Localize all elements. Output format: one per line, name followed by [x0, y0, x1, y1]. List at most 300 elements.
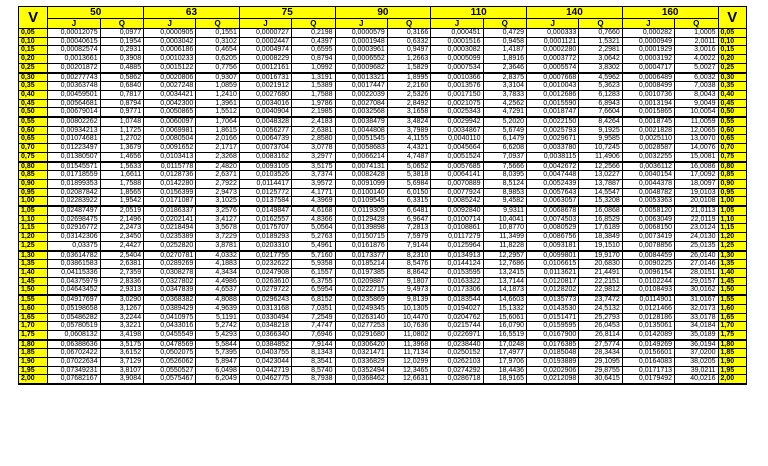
q-cell[interactable]: 7,9144 [292, 340, 336, 349]
j-cell[interactable]: 0,0203310 [239, 241, 291, 250]
q-cell[interactable]: 6,0498 [196, 366, 240, 375]
j-cell[interactable]: 0,0154557​1 [48, 162, 100, 171]
j-cell[interactable]: 0,0006489 [622, 73, 674, 82]
q-cell[interactable]: 0,9458 [483, 37, 527, 46]
q-cell[interactable]: 26,0453 [579, 322, 623, 331]
j-cell[interactable]: 0,0183544 [431, 295, 483, 304]
j-cell[interactable]: 0,0247908 [239, 268, 291, 277]
q-cell[interactable]: 4,6537 [196, 286, 240, 295]
q-cell[interactable]: 5,2020 [483, 117, 527, 126]
j-cell[interactable]: 0,0296243 [239, 295, 291, 304]
q-cell[interactable]: 4,9639 [196, 304, 240, 313]
q-cell[interactable]: 26,8114 [579, 330, 623, 339]
q-cell[interactable]: 2,6381 [100, 260, 144, 269]
j-cell[interactable]: 0,0330494 [239, 313, 291, 322]
j-cell[interactable]: 0,0608132 [48, 330, 100, 339]
q-cell[interactable]: 2,8492 [387, 99, 431, 108]
j-cell[interactable]: 0,0083162 [239, 152, 291, 161]
j-cell[interactable]: 0,0308278 [144, 268, 196, 277]
q-cell[interactable]: 4,0332 [196, 251, 240, 260]
q-cell[interactable]: 4,4321 [387, 144, 431, 153]
j-cell[interactable]: 0,0013661 [48, 55, 100, 64]
j-cell[interactable]: 0,0156601 [622, 349, 674, 358]
q-cell[interactable]: 3,8107 [100, 366, 144, 375]
velocity-cell-left[interactable]: 1,45 [19, 277, 48, 286]
q-cell[interactable]: 17,6189 [579, 224, 623, 233]
j-cell[interactable]: 0,0038115 [527, 152, 579, 161]
j-cell[interactable]: 0,0163322 [431, 277, 483, 286]
q-cell[interactable]: 3,7229 [196, 233, 240, 242]
q-cell[interactable]: 3,4198 [100, 330, 144, 339]
q-cell[interactable]: 24,5132 [579, 304, 623, 313]
j-cell[interactable]: 0,0478569 [144, 340, 196, 349]
velocity-cell-right[interactable]: 1,40 [718, 268, 746, 277]
j-cell[interactable]: 0,0077924 [431, 188, 483, 197]
j-cell[interactable]: 0,0167900 [527, 330, 579, 339]
j-cell[interactable]: 0,0139898 [335, 224, 387, 233]
velocity-cell-left[interactable]: 0,80 [19, 162, 48, 171]
q-cell[interactable]: 5,1191 [196, 313, 240, 322]
j-cell[interactable]: 0,0125772 [239, 188, 291, 197]
q-cell[interactable]: 19,9170 [579, 251, 623, 260]
j-cell[interactable]: 0,0047448 [527, 171, 579, 180]
q-cell[interactable]: 2,7922 [196, 179, 240, 188]
j-cell[interactable]: 0,0048782 [622, 188, 674, 197]
q-cell[interactable]: 11,7134 [387, 349, 431, 358]
q-cell[interactable]: 10,4470 [387, 313, 431, 322]
q-cell[interactable]: 36,0194 [675, 340, 719, 349]
q-cell[interactable]: 13,2415 [483, 268, 527, 277]
j-cell[interactable]: 0,0125964 [431, 241, 483, 250]
j-cell[interactable]: 0,0336829 [335, 358, 387, 367]
q-cell[interactable]: 9,4582 [483, 197, 527, 206]
j-cell[interactable]: 0,0007534 [431, 63, 483, 72]
q-cell[interactable]: 21,4491 [579, 268, 623, 277]
j-cell[interactable]: 0,0142089 [622, 330, 674, 339]
q-cell[interactable]: 2,8375 [483, 73, 527, 82]
j-cell[interactable]: 0,0106615 [527, 260, 579, 269]
q-cell[interactable]: 11,0059 [675, 117, 719, 126]
q-cell[interactable]: 5,4293 [196, 330, 240, 339]
q-cell[interactable]: 9,9585 [579, 135, 623, 144]
j-cell[interactable]: 0,000333 [527, 29, 579, 38]
j-cell[interactable]: 0,000282 [622, 29, 674, 38]
q-cell[interactable]: 6,1557 [292, 268, 336, 277]
q-cell[interactable]: 17,9706 [483, 358, 527, 367]
j-cell[interactable]: 0,0002280 [527, 46, 579, 55]
j-cell[interactable]: 0,0279722 [239, 286, 291, 295]
velocity-cell-right[interactable]: 1,00 [718, 197, 746, 206]
velocity-cell-left[interactable]: 0,55 [19, 117, 48, 126]
j-cell[interactable]: 0,0193889 [527, 358, 579, 367]
j-cell[interactable]: 0,0006186 [144, 46, 196, 55]
j-cell[interactable]: 0,0208784​2 [48, 188, 100, 197]
j-cell[interactable]: 0,0115778 [144, 162, 196, 171]
velocity-cell-right[interactable]: 1,60 [718, 304, 746, 313]
velocity-cell-left[interactable]: 0,40 [19, 90, 48, 99]
q-cell[interactable]: 7,0351 [292, 304, 336, 313]
j-cell[interactable]: 0,0389429 [144, 304, 196, 313]
j-cell[interactable]: 0,0048328 [239, 117, 291, 126]
velocity-cell-right[interactable]: 1,30 [718, 251, 746, 260]
j-cell[interactable]: 0,0005099 [431, 55, 483, 64]
q-cell[interactable]: 35,0189 [675, 330, 719, 339]
q-cell[interactable]: 1,1725 [100, 126, 144, 135]
j-cell[interactable]: 0,0215744 [431, 322, 483, 331]
j-cell[interactable]: 0,0052439 [527, 179, 579, 188]
velocity-cell-left[interactable]: 0,25 [19, 63, 48, 72]
velocity-cell-left[interactable]: 0,50 [19, 108, 48, 117]
q-cell[interactable]: 4,6168 [292, 206, 336, 215]
q-cell[interactable]: 33,0178 [675, 313, 719, 322]
q-cell[interactable]: 3,1025 [196, 197, 240, 206]
j-cell[interactable]: 0,0348218 [239, 322, 291, 331]
j-cell[interactable]: 0,0368462 [335, 375, 387, 384]
j-cell[interactable]: 0,0091652 [144, 144, 196, 153]
q-cell[interactable]: 2,7359 [100, 268, 144, 277]
q-cell[interactable]: 18,0097 [675, 179, 719, 188]
j-cell[interactable]: 0,0548628​2 [48, 313, 100, 322]
velocity-cell-left[interactable]: 0,45 [19, 99, 48, 108]
j-cell[interactable]: 0,0045950​1 [48, 90, 100, 99]
q-cell[interactable]: 32,0173 [675, 304, 719, 313]
q-cell[interactable]: 9,9311 [483, 206, 527, 215]
j-cell[interactable]: 0,0159595 [527, 322, 579, 331]
velocity-cell-left[interactable]: 0,70 [19, 144, 48, 153]
velocity-cell-right[interactable]: 0,20 [718, 55, 746, 64]
q-cell[interactable]: 20,6830 [579, 260, 623, 269]
j-cell[interactable]: 0,0235389 [144, 233, 196, 242]
velocity-cell-right[interactable]: 0,90 [718, 179, 746, 188]
j-cell[interactable]: 0,0084459 [622, 251, 674, 260]
q-cell[interactable]: 6,2049 [196, 375, 240, 384]
q-cell[interactable]: 39,0211 [675, 366, 719, 375]
velocity-cell-left[interactable]: 0,60 [19, 126, 48, 135]
velocity-cell-left[interactable]: 0,05 [19, 29, 48, 38]
q-cell[interactable]: 3,4127 [196, 215, 240, 224]
j-cell[interactable]: 0,000451 [431, 29, 483, 38]
j-cell[interactable]: 0,0000579 [335, 29, 387, 38]
j-cell[interactable]: 0,0327802 [144, 277, 196, 286]
q-cell[interactable]: 2,6371 [196, 171, 240, 180]
j-cell[interactable]: 0,0578051​9 [48, 322, 100, 331]
j-cell[interactable]: 0,0058683 [335, 144, 387, 153]
j-cell[interactable]: 0,0008499 [622, 82, 674, 91]
j-cell[interactable]: 0,0004717 [622, 63, 674, 72]
j-cell[interactable]: 0,0222715 [335, 286, 387, 295]
q-cell[interactable]: 8,5124 [483, 179, 527, 188]
j-cell[interactable]: 0,0228392​2 [48, 197, 100, 206]
j-cell[interactable]: 0,0197385 [335, 268, 387, 277]
q-cell[interactable]: 28,3434 [579, 349, 623, 358]
j-cell[interactable]: 0,0008229 [239, 55, 291, 64]
j-cell[interactable]: 0,0013576 [431, 82, 483, 91]
q-cell[interactable]: 8,5476 [387, 260, 431, 269]
j-cell[interactable]: 0,0001929 [622, 46, 674, 55]
j-cell[interactable]: 0,0053363 [622, 197, 674, 206]
j-cell[interactable]: 0,0270781 [144, 251, 196, 260]
q-cell[interactable]: 8,9853 [483, 188, 527, 197]
j-cell[interactable]: 0,0384852 [239, 340, 291, 349]
q-cell[interactable]: 10,8770 [483, 224, 527, 233]
j-cell[interactable]: 0,0036112 [622, 162, 674, 171]
velocity-cell-right[interactable]: 1,90 [718, 358, 746, 367]
q-cell[interactable]: 0,7756 [196, 63, 240, 72]
j-cell[interactable]: 0,0070889 [431, 179, 483, 188]
q-cell[interactable]: 12,6631 [387, 375, 431, 384]
j-cell[interactable]: 0,0262103 [431, 358, 483, 367]
j-cell[interactable]: 0,0103526 [239, 171, 291, 180]
q-cell[interactable]: 7,4747 [292, 322, 336, 331]
q-cell[interactable]: 5,0564 [292, 224, 336, 233]
q-cell[interactable]: 3,2576 [196, 206, 240, 215]
q-cell[interactable]: 0,6840 [100, 82, 144, 91]
j-cell[interactable]: 0,0027084 [335, 99, 387, 108]
q-cell[interactable]: 11,4906 [579, 152, 623, 161]
q-cell[interactable]: 14,0076 [675, 144, 719, 153]
q-cell[interactable]: 0,7817 [100, 90, 144, 99]
velocity-cell-right[interactable]: 2,00 [718, 375, 746, 384]
q-cell[interactable]: 7,6946 [292, 330, 336, 339]
j-cell[interactable]: 0,0117279 [431, 233, 483, 242]
velocity-cell-right[interactable]: 0,80 [718, 162, 746, 171]
q-cell[interactable]: 12,0299 [387, 358, 431, 367]
q-cell[interactable]: 5,5844 [196, 340, 240, 349]
q-cell[interactable]: 1,4656 [100, 152, 144, 161]
q-cell[interactable]: 7,5979 [387, 233, 431, 242]
j-cell[interactable]: 0,0091099 [335, 179, 387, 188]
q-cell[interactable]: 6,1479 [483, 135, 527, 144]
q-cell[interactable]: 19,1510 [579, 241, 623, 250]
q-cell[interactable]: 37,0200 [675, 349, 719, 358]
q-cell[interactable]: 1,4187 [483, 46, 527, 55]
q-cell[interactable]: 27,0146 [675, 260, 719, 269]
j-cell[interactable]: 0,0151471 [527, 313, 579, 322]
q-cell[interactable]: 1,7588 [100, 179, 144, 188]
q-cell[interactable]: 3,7374 [292, 171, 336, 180]
velocity-cell-right[interactable]: 0,70 [718, 144, 746, 153]
q-cell[interactable]: 0,6595 [292, 46, 336, 55]
q-cell[interactable]: 2,5326 [387, 90, 431, 99]
q-cell[interactable]: 4,3969 [292, 197, 336, 206]
velocity-cell-right[interactable]: 1,35 [718, 260, 746, 269]
j-cell[interactable]: 0,0013321 [335, 73, 387, 82]
q-cell[interactable]: 1,0859 [196, 82, 240, 91]
j-cell[interactable]: 0,0248749​7 [48, 206, 100, 215]
q-cell[interactable]: 4,0022 [675, 55, 719, 64]
q-cell[interactable]: 29,8755 [579, 366, 623, 375]
q-cell[interactable]: 3,8781 [196, 241, 240, 250]
j-cell[interactable]: 0,0080529 [527, 224, 579, 233]
j-cell[interactable]: 0,0028587 [622, 144, 674, 153]
j-cell[interactable]: 0,0135773 [527, 295, 579, 304]
q-cell[interactable]: 16,0868 [579, 206, 623, 215]
q-cell[interactable]: 6,0150 [387, 188, 431, 197]
j-cell[interactable]: 0,0109545 [335, 197, 387, 206]
q-cell[interactable]: 1,5321 [579, 37, 623, 46]
j-cell[interactable]: 0,0526062 [144, 358, 196, 367]
j-cell[interactable]: 0,0185048 [527, 349, 579, 358]
q-cell[interactable]: 10,7245 [579, 144, 623, 153]
velocity-cell-left[interactable]: 0,30 [19, 73, 48, 82]
q-cell[interactable]: 11,0802 [387, 330, 431, 339]
j-cell[interactable]: 0,0025110 [622, 135, 674, 144]
q-cell[interactable]: 1,5512 [196, 108, 240, 117]
q-cell[interactable]: 19,0103 [675, 188, 719, 197]
j-cell[interactable]: 0,0502075 [144, 349, 196, 358]
j-cell[interactable]: 0,0093181 [527, 241, 579, 250]
j-cell[interactable]: 0,0020187​2 [48, 63, 100, 72]
q-cell[interactable]: 6,3755 [292, 277, 336, 286]
j-cell[interactable]: 0,0179492 [622, 375, 674, 384]
j-cell[interactable]: 0,0015590 [527, 99, 579, 108]
q-cell[interactable]: 12,2566 [579, 162, 623, 171]
j-cell[interactable]: 0,0175707 [239, 224, 291, 233]
j-cell[interactable]: 0,0103413 [144, 152, 196, 161]
j-cell[interactable]: 0,0074131 [335, 162, 387, 171]
velocity-cell-left[interactable]: 1,30 [19, 251, 48, 260]
q-cell[interactable]: 0,1954 [100, 37, 144, 46]
q-cell[interactable]: 1,0748 [100, 117, 144, 126]
q-cell[interactable]: 40,0216 [675, 375, 719, 384]
q-cell[interactable]: 1,9786 [292, 99, 336, 108]
j-cell[interactable]: 0,0235869 [335, 295, 387, 304]
velocity-cell-left[interactable]: 1,90 [19, 358, 48, 367]
j-cell[interactable]: 0,0100714 [431, 215, 483, 224]
velocity-cell-right[interactable]: 0,50 [718, 108, 746, 117]
j-cell[interactable]: 0,0411533​6 [48, 268, 100, 277]
velocity-cell-left[interactable]: 1,50 [19, 286, 48, 295]
j-cell[interactable]: 0,0003961 [335, 46, 387, 55]
j-cell[interactable]: 0,0347839 [144, 286, 196, 295]
q-cell[interactable]: 10,4041 [483, 215, 527, 224]
j-cell[interactable]: 0,0025343 [431, 108, 483, 117]
j-cell[interactable]: 0,0034867 [431, 126, 483, 135]
q-cell[interactable]: 15,3208 [579, 197, 623, 206]
q-cell[interactable]: 0,0977 [100, 29, 144, 38]
q-cell[interactable]: 16,8529 [579, 215, 623, 224]
j-cell[interactable]: 0,0034016 [239, 99, 291, 108]
velocity-cell-left[interactable]: 0,65 [19, 135, 48, 144]
q-cell[interactable]: 1,5829 [387, 63, 431, 72]
q-cell[interactable]: 5,8947 [196, 358, 240, 367]
q-cell[interactable]: 38,0205 [675, 358, 719, 367]
j-cell[interactable]: 0,0189935​3 [48, 179, 100, 188]
j-cell[interactable]: 0,0064141 [431, 171, 483, 180]
j-cell[interactable]: 0,0057643 [527, 188, 579, 197]
q-cell[interactable]: 11,3499 [483, 233, 527, 242]
j-cell[interactable]: 0,0073419 [622, 233, 674, 242]
j-cell[interactable]: 0,0001121 [527, 37, 579, 46]
j-cell[interactable]: 0,0149847 [239, 206, 291, 215]
q-cell[interactable]: 8,7938 [292, 375, 336, 384]
q-cell[interactable]: 0,9497 [387, 46, 431, 55]
j-cell[interactable]: 0,0217755 [239, 251, 291, 260]
q-cell[interactable]: 5,3818 [387, 171, 431, 180]
q-cell[interactable]: 1,3191 [292, 73, 336, 82]
q-cell[interactable]: 9,4973 [387, 286, 431, 295]
q-cell[interactable]: 6,0032 [675, 73, 719, 82]
j-cell[interactable]: 0,0006552 [335, 55, 387, 64]
j-cell[interactable]: 0,0063049 [622, 215, 674, 224]
q-cell[interactable]: 26,0140 [675, 251, 719, 260]
q-cell[interactable]: 1,6611 [100, 171, 144, 180]
q-cell[interactable]: 4,7291 [483, 108, 527, 117]
q-cell[interactable]: 3,0290 [100, 295, 144, 304]
q-cell[interactable]: 0,3166 [387, 29, 431, 38]
q-cell[interactable]: 20,0108 [675, 197, 719, 206]
j-cell[interactable]: 0,0202906 [527, 366, 579, 375]
q-cell[interactable]: 2,0011 [675, 37, 719, 46]
q-cell[interactable]: 22,0119 [675, 215, 719, 224]
q-cell[interactable]: 1,0992 [292, 63, 336, 72]
j-cell[interactable]: 0,0067901​4 [48, 108, 100, 117]
q-cell[interactable]: 8,0043 [675, 90, 719, 99]
j-cell[interactable]: 0,0286718 [431, 375, 483, 384]
q-cell[interactable]: 2,1985 [292, 108, 336, 117]
j-cell[interactable]: 0,0056277 [239, 126, 291, 135]
j-cell[interactable]: 0,0263610 [239, 277, 291, 286]
velocity-cell-right[interactable]: 1,70 [718, 322, 746, 331]
q-cell[interactable]: 2,4427 [100, 241, 144, 250]
q-cell[interactable]: 1,8565 [100, 188, 144, 197]
q-cell[interactable]: 5,2742 [196, 322, 240, 331]
velocity-cell-left[interactable]: 0,15 [19, 46, 48, 55]
q-cell[interactable]: 2,3646 [483, 63, 527, 72]
j-cell[interactable]: 0,0108493 [622, 286, 674, 295]
q-cell[interactable]: 3,9572 [292, 179, 336, 188]
j-cell[interactable]: 0,0164083 [622, 358, 674, 367]
q-cell[interactable]: 4,2562 [483, 99, 527, 108]
j-cell[interactable]: 0,0491769​7 [48, 295, 100, 304]
j-cell[interactable]: 0,0004061​5 [48, 37, 100, 46]
q-cell[interactable]: 3,7833 [483, 90, 527, 99]
velocity-cell-right[interactable]: 1,65 [718, 313, 746, 322]
j-cell[interactable]: 0,0128186 [622, 313, 674, 322]
velocity-cell-right[interactable]: 1,50 [718, 286, 746, 295]
j-cell[interactable]: 0,0171087 [144, 197, 196, 206]
q-cell[interactable]: 3,5678 [196, 224, 240, 233]
q-cell[interactable]: 9,0049 [675, 99, 719, 108]
q-cell[interactable]: 8,2310 [387, 251, 431, 260]
j-cell[interactable]: 0,0269847​5 [48, 215, 100, 224]
q-cell[interactable]: 30,6415 [579, 375, 623, 384]
j-cell[interactable]: 0,0000905 [144, 29, 196, 38]
velocity-cell-left[interactable]: 1,65 [19, 313, 48, 322]
q-cell[interactable]: 5,3623 [579, 82, 623, 91]
q-cell[interactable]: 0,2931 [100, 46, 144, 55]
j-cell[interactable]: 0,0442719 [239, 366, 291, 375]
j-cell[interactable]: 0,0001948 [335, 37, 387, 46]
j-cell[interactable]: 0,0063057 [527, 197, 579, 206]
j-cell[interactable]: 0,0119309 [335, 206, 387, 215]
j-cell[interactable]: 0,0051524 [431, 152, 483, 161]
q-cell[interactable]: 2,2160 [387, 82, 431, 91]
q-cell[interactable]: 14,5547 [579, 188, 623, 197]
j-cell[interactable]: 0,0107468​1 [48, 135, 100, 144]
q-cell[interactable]: 3,5175 [100, 340, 144, 349]
j-cell[interactable]: 0,0702263​4 [48, 358, 100, 367]
j-cell[interactable]: 0,0437597​9 [48, 277, 100, 286]
j-cell[interactable]: 0,0321471 [335, 349, 387, 358]
j-cell[interactable]: 0,0194027 [431, 304, 483, 313]
j-cell[interactable]: 0,0670242​2 [48, 349, 100, 358]
q-cell[interactable]: 13,7144 [483, 277, 527, 286]
q-cell[interactable]: 5,4961 [292, 241, 336, 250]
q-cell[interactable]: 17,0092 [675, 171, 719, 180]
q-cell[interactable]: 1,9542 [100, 197, 144, 206]
j-cell[interactable]: 0,0085242 [431, 197, 483, 206]
